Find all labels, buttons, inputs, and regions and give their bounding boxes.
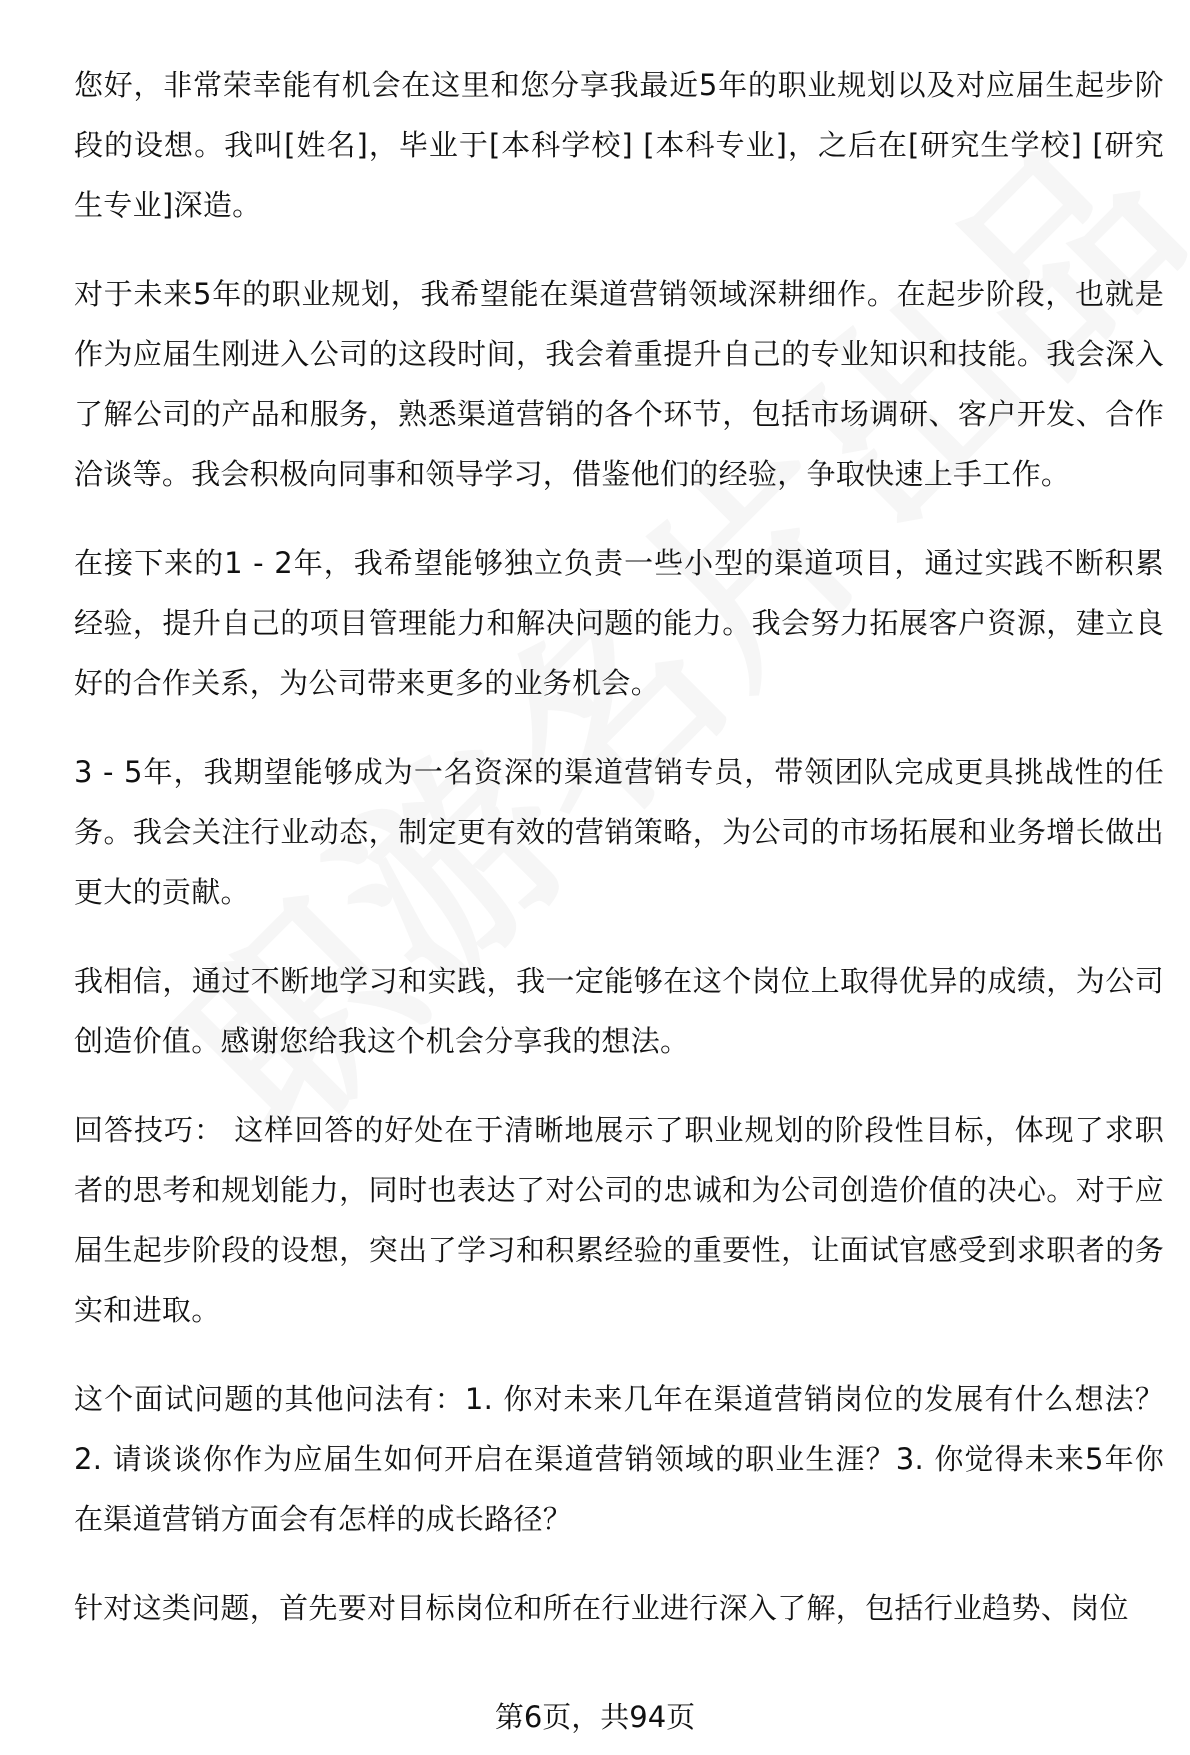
paragraph-closing: 我相信，通过不断地学习和实践，我一定能够在这个岗位上取得优异的成绩，为公司创造价值。感谢您给我这个机会分享我的想法。 (74, 964, 1164, 1058)
paragraph-answer-tips: 回答技巧： 这样回答的好处在于清晰地展示了职业规划的阶段性目标，体现了求职者的思考和规划能力，同时也表达了对公司的忠诚和为公司创造价值的决心。对于应届生起步阶段的设想，突出了学习和积累经验的重要性，让面试官感受到求职者的务实和进取。 (74, 1113, 1164, 1327)
paragraph-year-3-5: 3 - 5年，我期望能够成为一名资深的渠道营销专员，带领团队完成更具挑战性的任务。我会关注行业动态，制定更有效的营销策略，为公司的市场拓展和业务增长做出更大的贡献。 (74, 755, 1164, 909)
paragraph-year-1-2: 在接下来的1 - 2年，我希望能够独立负责一些小型的渠道项目，通过实践不断积累经验，提升自己的项目管理能力和解决问题的能力。我会努力拓展客户资源，建立良好的合作关系，为公司带来更多的业务机会。 (74, 546, 1164, 700)
paragraph-alternative-questions: 这个面试问题的其他问法有：1. 你对未来几年在渠道营销岗位的发展有什么想法？2. 请谈谈你作为应届生如何开启在渠道营销领域的职业生涯？3. 你觉得未来5年你在渠道营销方面会有怎样的成长路径？ (74, 1382, 1164, 1536)
page-number: 第6页，共94页 (494, 1700, 696, 1734)
document-body (74, 55, 1164, 1667)
paragraph-intro: 您好，非常荣幸能有机会在这里和您分享我最近5年的职业规划以及对应届生起步阶段的设想。我叫[姓名]，毕业于[本科学校] [本科专业]，之后在[研究生学校] [研究生专业]深造。 (74, 68, 1164, 222)
paragraph-advice: 针对这类问题，首先要对目标岗位和所在行业进行深入了解，包括行业趋势、岗位 (74, 1591, 1129, 1625)
paragraph-five-year-plan: 对于未来5年的职业规划，我希望能在渠道营销领域深耕细作。在起步阶段，也就是作为应届生刚进入公司的这段时间，我会着重提升自己的专业知识和技能。我会深入了解公司的产品和服务，熟悉渠道营销的各个环节，包括市场调研、客户开发、合作洽谈等。我会积极向同事和领导学习，借鉴他们的经验，争取快速上手工作。 (74, 277, 1164, 491)
